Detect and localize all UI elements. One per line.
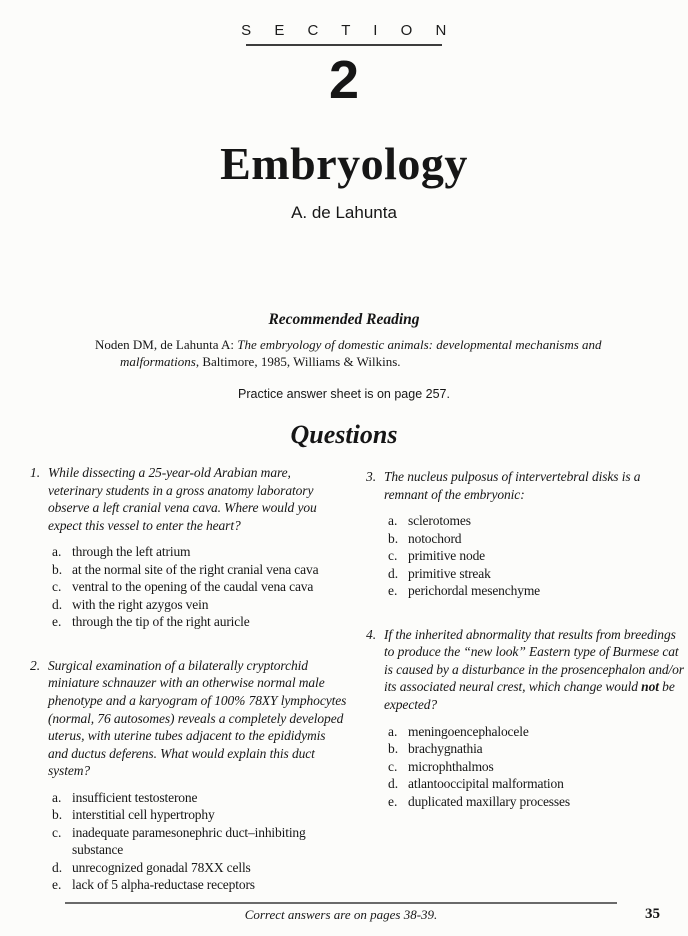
footer-rule [65, 902, 617, 904]
page-number: 35 [645, 906, 660, 922]
option-letter: b. [388, 741, 399, 757]
option-row [388, 793, 684, 811]
option-row [52, 876, 348, 894]
option-row [388, 582, 684, 600]
practice-note: Practice answer sheet is on page 257. [238, 387, 450, 401]
footer-note: Correct answers are on pages 38-39. [244, 907, 438, 922]
recommended-reading-heading: Recommended Reading [268, 311, 420, 328]
citation-title-part1: The embryology of domestic animals: developmental mechanisms and [237, 337, 602, 352]
question-4 [366, 626, 684, 810]
question-stem [48, 657, 348, 780]
section-number: 2 [328, 50, 360, 110]
option-letter: a. [388, 723, 398, 739]
questions-heading: Questions [290, 420, 398, 449]
option-row [52, 613, 348, 631]
questions-column-left [30, 464, 348, 894]
option-letter: a. [388, 513, 398, 529]
option-letter: e. [388, 793, 398, 809]
recommended-reading-section [0, 311, 688, 401]
question-stem-text: While dissecting a 25-year-old Arabian mare, veterinary students in a gross anatomy laboratory observe a left cranial vena cava. Where would you expect this vessel to enter the heart? [48, 465, 317, 533]
option-letter: a. [52, 544, 62, 560]
option-letter: c. [388, 548, 398, 564]
section-label: S E C T I O N [241, 22, 456, 39]
option-row [388, 758, 684, 776]
option-row [388, 530, 684, 548]
option-row [52, 543, 348, 561]
option-letter: d. [388, 776, 399, 792]
questions-column-right [366, 464, 684, 894]
question-3 [366, 468, 684, 600]
question-stem-row [30, 657, 348, 780]
question-stem-row [366, 626, 684, 714]
option-row [388, 547, 684, 565]
question-stem-text: If the inherited abnormality that results from breedings to produce the “new look” Eastern type of Burmese cat is caused by a disturbance in the prosencephalon and/or its associated neural crest, which change would [384, 626, 684, 695]
option-row [388, 775, 684, 793]
question-1 [30, 464, 348, 631]
option-letter: e. [52, 614, 62, 630]
page-title: Embryology [220, 138, 468, 189]
option-row [52, 561, 348, 579]
question-number: 3. [366, 469, 377, 484]
option-text: through the left atrium [72, 544, 191, 560]
option-row [52, 859, 348, 877]
option-row [388, 512, 684, 530]
option-letter: c. [388, 758, 398, 774]
options-list [52, 543, 348, 631]
question-2 [30, 657, 348, 894]
option-letter: d. [388, 565, 399, 581]
question-stem-row [366, 468, 684, 503]
option-row [52, 789, 348, 807]
option-text: with the right azygos vein [72, 596, 209, 612]
citation-authors: Noden DM, de Lahunta A: [95, 337, 238, 352]
option-row [52, 824, 348, 859]
option-letter: d. [52, 596, 63, 612]
option-letter: a. [52, 789, 62, 805]
option-letter: b. [388, 530, 399, 546]
option-row [388, 740, 684, 758]
option-text: microphthalmos [408, 758, 494, 774]
question-number: 1. [30, 465, 41, 480]
option-text: sclerotomes [408, 513, 471, 529]
questions-columns [30, 464, 684, 894]
question-stem-row [30, 464, 348, 534]
option-row [52, 806, 348, 824]
option-text: inadequate paramesonephric duct–inhibiting substance [72, 824, 306, 858]
question-stem-text: be expected? [384, 679, 675, 713]
option-letter: c. [52, 579, 62, 595]
citation-title-part2: malformations [120, 353, 196, 369]
option-row [52, 578, 348, 596]
option-text: unrecognized gonadal 78XX cells [72, 859, 251, 875]
option-row [388, 565, 684, 583]
option-letter: d. [52, 859, 63, 875]
option-text: meningoencephalocele [408, 723, 529, 739]
option-text: notochord [408, 530, 462, 546]
page-footer [0, 902, 688, 923]
options-list [52, 789, 348, 894]
section-rule [246, 44, 442, 46]
option-text: primitive streak [408, 565, 491, 581]
option-text: duplicated maxillary processes [408, 793, 570, 809]
option-text: brachygnathia [408, 741, 483, 757]
question-number: 2. [30, 657, 41, 673]
option-text: ventral to the opening of the caudal vena cava [72, 579, 314, 595]
option-row [52, 596, 348, 614]
option-letter: e. [52, 877, 62, 893]
option-text: at the normal site of the right cranial vena cava [72, 561, 319, 577]
option-text: perichordal mesenchyme [408, 583, 541, 599]
option-text: primitive node [408, 548, 486, 564]
citation-publisher: , Baltimore, 1985, Williams & Wilkins. [195, 353, 401, 369]
option-letter: b. [52, 807, 63, 823]
option-text: atlantooccipital malformation [408, 776, 564, 792]
citation [95, 337, 628, 370]
question-number: 4. [366, 626, 377, 642]
option-letter: b. [52, 561, 63, 577]
citation-line [95, 354, 628, 371]
option-text: insufficient testosterone [72, 789, 198, 805]
option-row [388, 723, 684, 741]
question-stem-emphasis: not [641, 679, 659, 695]
citation-line [95, 337, 628, 354]
option-letter: e. [388, 583, 398, 599]
options-list [388, 512, 684, 600]
options-list [388, 723, 684, 811]
option-text: through the tip of the right auricle [72, 614, 250, 630]
option-text: interstitial cell hypertrophy [72, 807, 215, 823]
question-stem-text: The nucleus pulposus of intervertebral disks is a remnant of the embryonic: [384, 469, 641, 502]
question-stem-text: Surgical examination of a bilaterally cryptorchid miniature schnauzer with an otherwise normal male phenotype and a karyogram of 100% 78XY lymphocytes (normal, 76 autosomes) reveals a completely developed uterus, with uterine tubes adjacent to the epididymis and ductus deferens. What would explain this duct system? [48, 657, 347, 779]
question-stem [384, 626, 684, 714]
author-name: A. de Lahunta [291, 203, 397, 222]
question-stem [48, 464, 348, 534]
option-text: lack of 5 alpha-reductase receptors [72, 877, 255, 893]
question-stem [384, 468, 684, 503]
option-letter: c. [52, 824, 62, 840]
